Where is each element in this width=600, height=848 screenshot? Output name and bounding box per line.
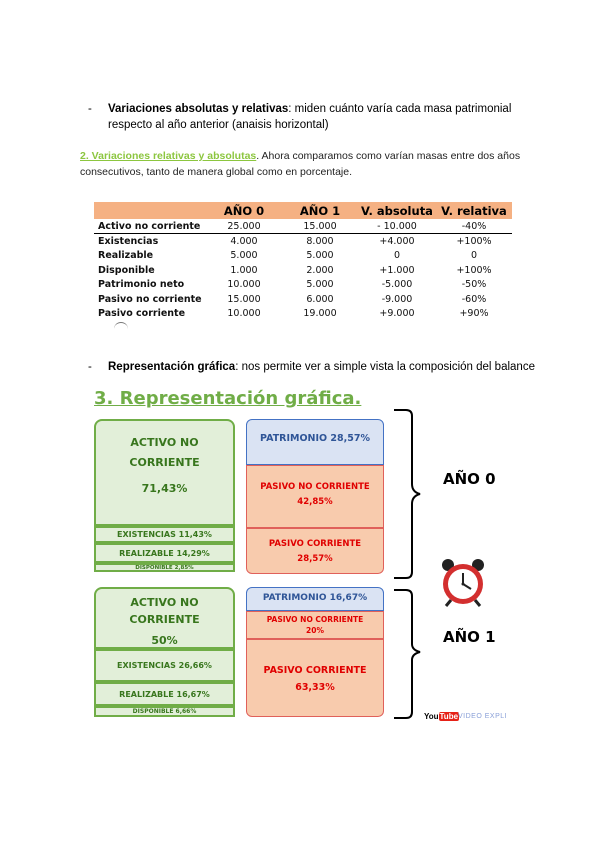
table-cell: Realizable: [98, 250, 154, 262]
table-cell: Patrimonio neto: [98, 279, 185, 291]
variations-table: [94, 202, 512, 321]
table-cell: +100%: [456, 264, 492, 276]
table-cell: +1.000: [379, 264, 415, 276]
disponible-box-year0: DISPONIBLE 2,85%: [94, 563, 235, 572]
anc-line1: ACTIVO NO: [130, 596, 199, 609]
section2-paragraph: [80, 148, 530, 180]
youtube-tube: Tube: [439, 712, 459, 721]
table-row: [94, 306, 512, 320]
pc-pct: 28,57%: [297, 554, 333, 564]
table-cell: 10.000: [227, 279, 261, 291]
realizable-box-year0: REALIZABLE 14,29%: [94, 543, 235, 563]
table-cell: Activo no corriente: [94, 219, 206, 234]
table-cell: 19.000: [303, 308, 337, 320]
table-row: [94, 278, 512, 292]
table-cell: 4.000: [230, 236, 258, 248]
pasivo-corriente-box-year0: [246, 528, 384, 574]
table-cell: -9.000: [381, 293, 413, 305]
bullet-rest: : miden cuánto varía cada masa patrimonial: [288, 103, 512, 115]
patrimonio-box-year0: PATRIMONIO 28,57%: [246, 419, 384, 465]
bullet-rest: : nos permite ver a simple vista la composición del balance: [235, 361, 535, 373]
table-row: [94, 219, 512, 234]
table-cell: 15.000: [227, 293, 261, 305]
table-cell: 0: [470, 250, 478, 262]
table-cell: Pasivo no corriente: [98, 293, 202, 305]
year0-label: AÑO 0: [443, 470, 496, 488]
table-cell: Pasivo corriente: [98, 308, 186, 320]
section2-link[interactable]: 2. Variaciones relativas y absolutas: [80, 150, 257, 162]
table-cell: 5.000: [306, 279, 334, 291]
disponible-box-year1: DISPONIBLE 6,66%: [94, 706, 235, 717]
youtube-you: You: [424, 712, 439, 721]
table-cell: 2.000: [306, 264, 334, 276]
table-cell: +90%: [459, 308, 489, 320]
table-cell: +4.000: [379, 236, 415, 248]
bullet-line2: respecto al año anterior (anaisis horizontal): [108, 119, 329, 131]
anc-pct: 50%: [151, 634, 178, 647]
table-cell: -40%: [436, 219, 512, 234]
table-cell: 25.000: [206, 219, 282, 234]
anc-pct: 71,43%: [141, 482, 188, 495]
bullet-bold: Representación gráfica: [108, 361, 236, 373]
bullet-dash: -: [88, 103, 92, 115]
pasivo-no-corriente-box-year1: [246, 611, 384, 639]
bullet-dash: -: [88, 361, 92, 373]
pc-label: PASIVO CORRIENTE: [263, 665, 367, 676]
table-header: AÑO 1: [282, 202, 358, 219]
table-cell: +9.000: [379, 308, 415, 320]
anc-line2: CORRIENTE: [129, 456, 200, 469]
brace-year0-icon: [390, 408, 430, 580]
pnc-label: PASIVO NO CORRIENTE: [266, 615, 364, 624]
bullet-text: [108, 101, 528, 133]
table-header: [94, 202, 206, 219]
bullet-bold: Variaciones absolutas y relativas: [108, 103, 289, 115]
table-header: AÑO 0: [206, 202, 282, 219]
pc-pct: 63,33%: [295, 682, 335, 693]
table-cell: 10.000: [227, 308, 261, 320]
pasivo-corriente-box-year1: [246, 639, 384, 717]
table-row: [94, 234, 512, 249]
pnc-label: PASIVO NO CORRIENTE: [260, 482, 370, 492]
table-header-row: [94, 202, 512, 219]
youtube-logo[interactable]: [424, 712, 459, 721]
bullet-variaciones: [0, 101, 600, 135]
table-cell: 1.000: [230, 264, 258, 276]
pasivo-no-corriente-box-year0: [246, 465, 384, 528]
pnc-pct: 20%: [306, 626, 324, 635]
table-header: V. relativa: [436, 202, 512, 219]
bullet-representacion: [0, 359, 600, 377]
table-header: V. absoluta: [358, 202, 436, 219]
patrimonio-box-year1: PATRIMONIO 16,67%: [246, 587, 384, 611]
table-cell: - 10.000: [358, 219, 436, 234]
existencias-box-year0: EXISTENCIAS 11,43%: [94, 526, 235, 543]
table-cell: -5.000: [381, 279, 413, 291]
pnc-pct: 42,85%: [297, 497, 333, 507]
section2-text: . Ahora comparamos como varían masas entre dos años consecutivos, tanto de manera global como en porcentaje.: [80, 150, 521, 178]
realizable-box-year1: REALIZABLE 16,67%: [94, 682, 235, 706]
table-row: [94, 249, 512, 263]
table-cell: -50%: [461, 279, 487, 291]
section3-title: 3. Representación gráfica.: [94, 388, 362, 409]
activo-no-corriente-box-year0: [94, 419, 235, 526]
anc-line1: ACTIVO NO: [130, 436, 199, 449]
table-cell: 0: [393, 250, 401, 262]
pc-label: PASIVO CORRIENTE: [268, 539, 362, 549]
alarm-clock-icon: [437, 556, 489, 608]
table-cell: 15.000: [282, 219, 358, 234]
table-cell: Disponible: [98, 264, 155, 276]
anc-line2: CORRIENTE: [129, 613, 200, 626]
bullet-text: [108, 359, 548, 375]
table-cell: 6.000: [306, 293, 334, 305]
table-crop-mark: [114, 322, 128, 329]
year1-label: AÑO 1: [443, 628, 496, 646]
table-cell: 5.000: [230, 250, 258, 262]
existencias-box-year1: EXISTENCIAS 26,66%: [94, 649, 235, 682]
table-cell: +100%: [456, 236, 492, 248]
table-cell: -60%: [461, 293, 487, 305]
table-row: [94, 263, 512, 277]
video-caption: VIDEO EXPLI: [458, 713, 508, 720]
brace-year1-icon: [390, 588, 430, 720]
table-cell: Existencias: [98, 236, 159, 248]
table-cell: 8.000: [306, 236, 334, 248]
table-cell: 5.000: [306, 250, 334, 262]
activo-no-corriente-box-year1: [94, 587, 235, 649]
table-row: [94, 292, 512, 306]
